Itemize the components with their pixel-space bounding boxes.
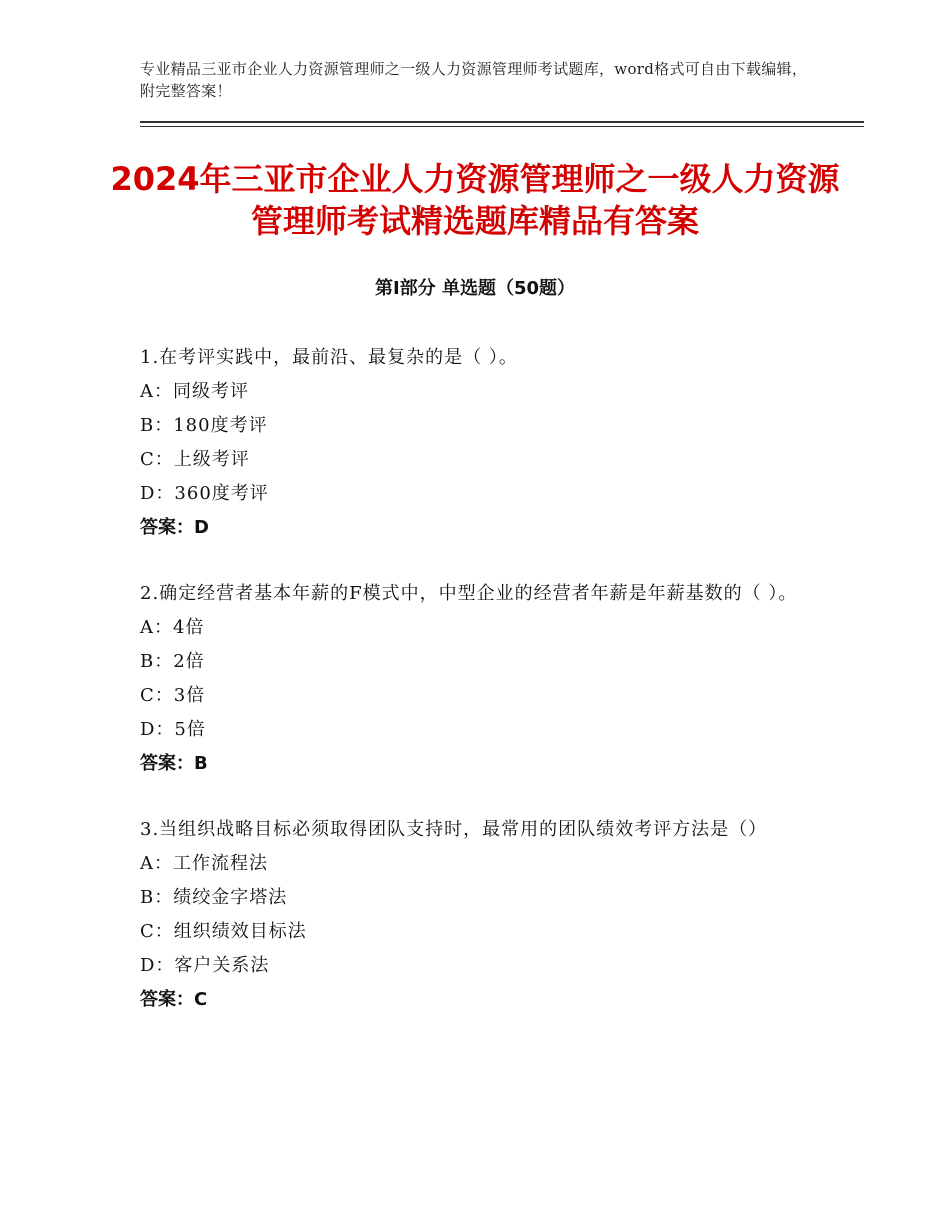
answer: 答案：B [140, 753, 208, 774]
option-b: B：2倍 [140, 651, 205, 672]
question-2 [140, 577, 820, 781]
section-title: 第Ⅰ部分 单选题（50题） [374, 278, 575, 299]
header-rule-thick [140, 121, 864, 123]
question-stem: 2.确定经营者基本年薪的F模式中，中型企业的经营者年薪是年薪基数的（ ）。 [140, 583, 798, 604]
document-title: 2024年三亚市企业人力资源管理师之一级人力资源管理师考试精选题库精品有答案 [110, 160, 840, 240]
option-c: C：3倍 [140, 685, 206, 706]
option-c: C：组织绩效目标法 [140, 921, 307, 942]
option-b: B：绩绞金字塔法 [140, 887, 288, 908]
header-rule-thin [140, 126, 864, 127]
option-d: D：5倍 [140, 719, 206, 740]
question-3 [140, 813, 820, 1017]
option-a: A：同级考评 [140, 381, 249, 402]
option-c: C：上级考评 [140, 449, 250, 470]
option-a: A：4倍 [140, 617, 205, 638]
option-a: A：工作流程法 [140, 853, 268, 874]
question-stem: 1.在考评实践中，最前沿、最复杂的是（ ）。 [140, 347, 518, 368]
option-d: D：客户关系法 [140, 955, 270, 976]
answer: 答案：C [140, 989, 208, 1010]
question-stem: 3.当组织战略目标必须取得团队支持时，最常用的团队绩效考评方法是（） [140, 819, 768, 840]
option-d: D：360度考评 [140, 483, 269, 504]
question-list [140, 341, 820, 1049]
header-note: 专业精品三亚市企业人力资源管理师之一级人力资源管理师考试题库，word格式可自由下载编辑，附完整答案！ [140, 60, 808, 100]
answer: 答案：D [140, 517, 209, 538]
question-1 [140, 341, 820, 545]
option-b: B：180度考评 [140, 415, 268, 436]
